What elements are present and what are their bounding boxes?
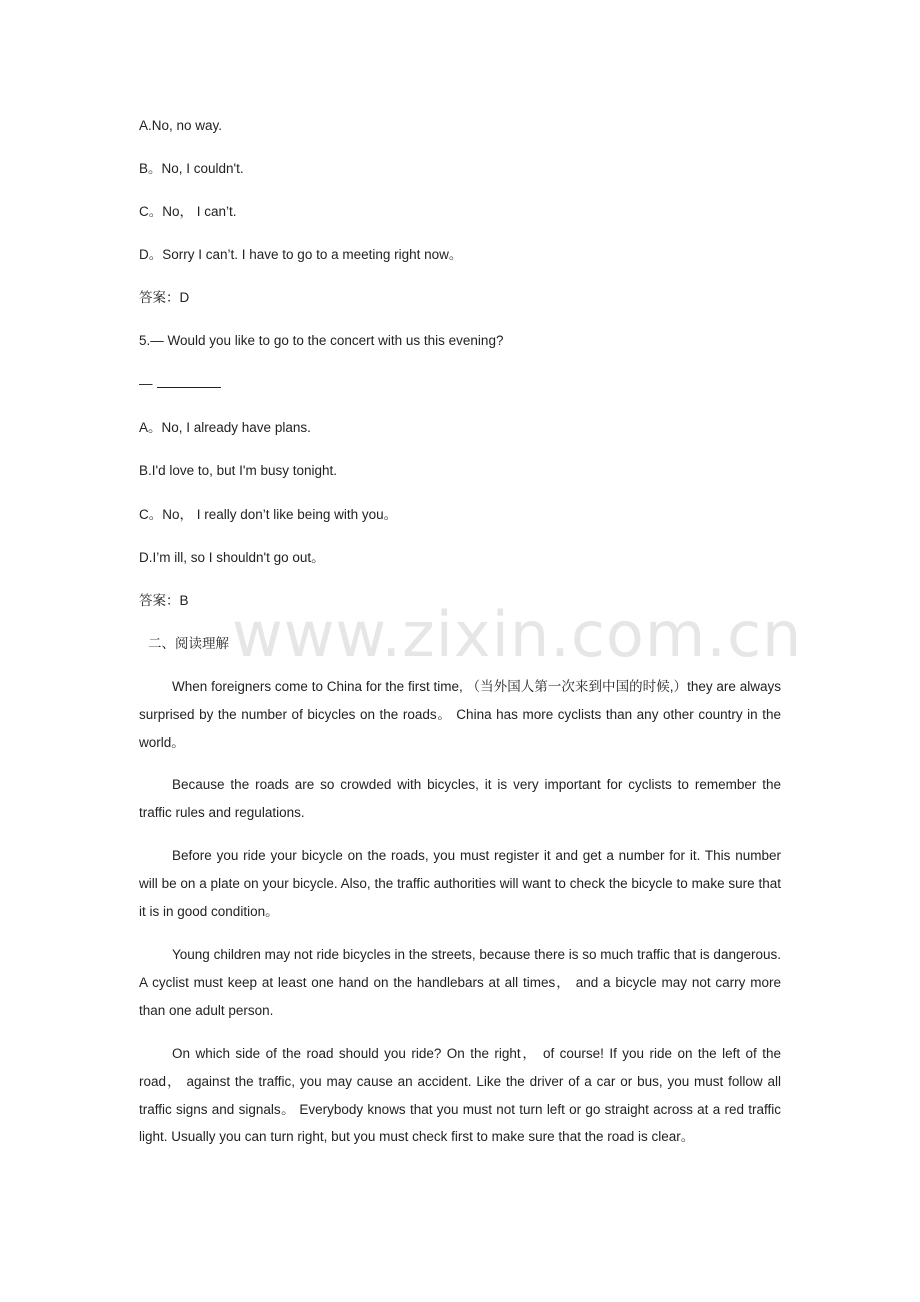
answer-4: 答案：D [139, 290, 190, 305]
paragraph-5: On which side of the road should you ride? On the right， of course! If you ride on the left of the road， against the traffic, you may cause an accident. Like the driver of a car or bus, you must follow all traffic signs and signals。 Everybody knows that you must not turn left or go straight across at a red traffic light. Usually you can turn right, but you must check first to make sure that the road is clear。 [139, 1046, 781, 1145]
option-c: C。No， I really don’t like being with you。 [139, 507, 398, 522]
answer-blank [157, 375, 221, 388]
section-title: 二、阅读理解 [148, 636, 229, 651]
option-a: A。No, I already have plans. [139, 420, 311, 435]
option-b: B.I'd love to, but I'm busy tonight. [139, 463, 338, 478]
option-b: B。No, I couldn't. [139, 161, 244, 176]
reply-dash: — [139, 376, 153, 391]
option-a: A.No, no way. [139, 118, 223, 133]
option-d: D。Sorry I can’t. I have to go to a meeting right now。 [139, 247, 463, 262]
paragraph-3: Before you ride your bicycle on the roads, you must register it and get a number for it. This number will be on a plate on your bicycle. Also, the traffic authorities will want to check the bicycle to make sure that it is in good condition。 [139, 848, 781, 919]
paragraph-1: When foreigners come to China for the first time, （当外国人第一次来到中国的时候,）they are always surprised by the number of bicycles on the roads。 China has more cyclists than any other country in the world。 [139, 679, 781, 750]
paragraph-2: Because the roads are so crowded with bicycles, it is very important for cyclists to remember the traffic rules and regulations. [139, 777, 781, 820]
option-c: C。No， I can’t. [139, 204, 237, 219]
paragraph-4: Young children may not ride bicycles in the streets, because there is so much traffic that is dangerous. A cyclist must keep at least one hand on the handlebars at all times， and a bicycle may not carry more than one adult person. [139, 947, 781, 1018]
watermark: www.zixin.com.cn [232, 598, 803, 671]
option-d: D.I’m ill, so I shouldn't go out。 [139, 550, 325, 565]
question-5-prompt: 5.— Would you like to go to the concert with us this evening? [139, 333, 504, 348]
answer-5: 答案：B [139, 593, 189, 608]
reply-line [139, 374, 221, 394]
